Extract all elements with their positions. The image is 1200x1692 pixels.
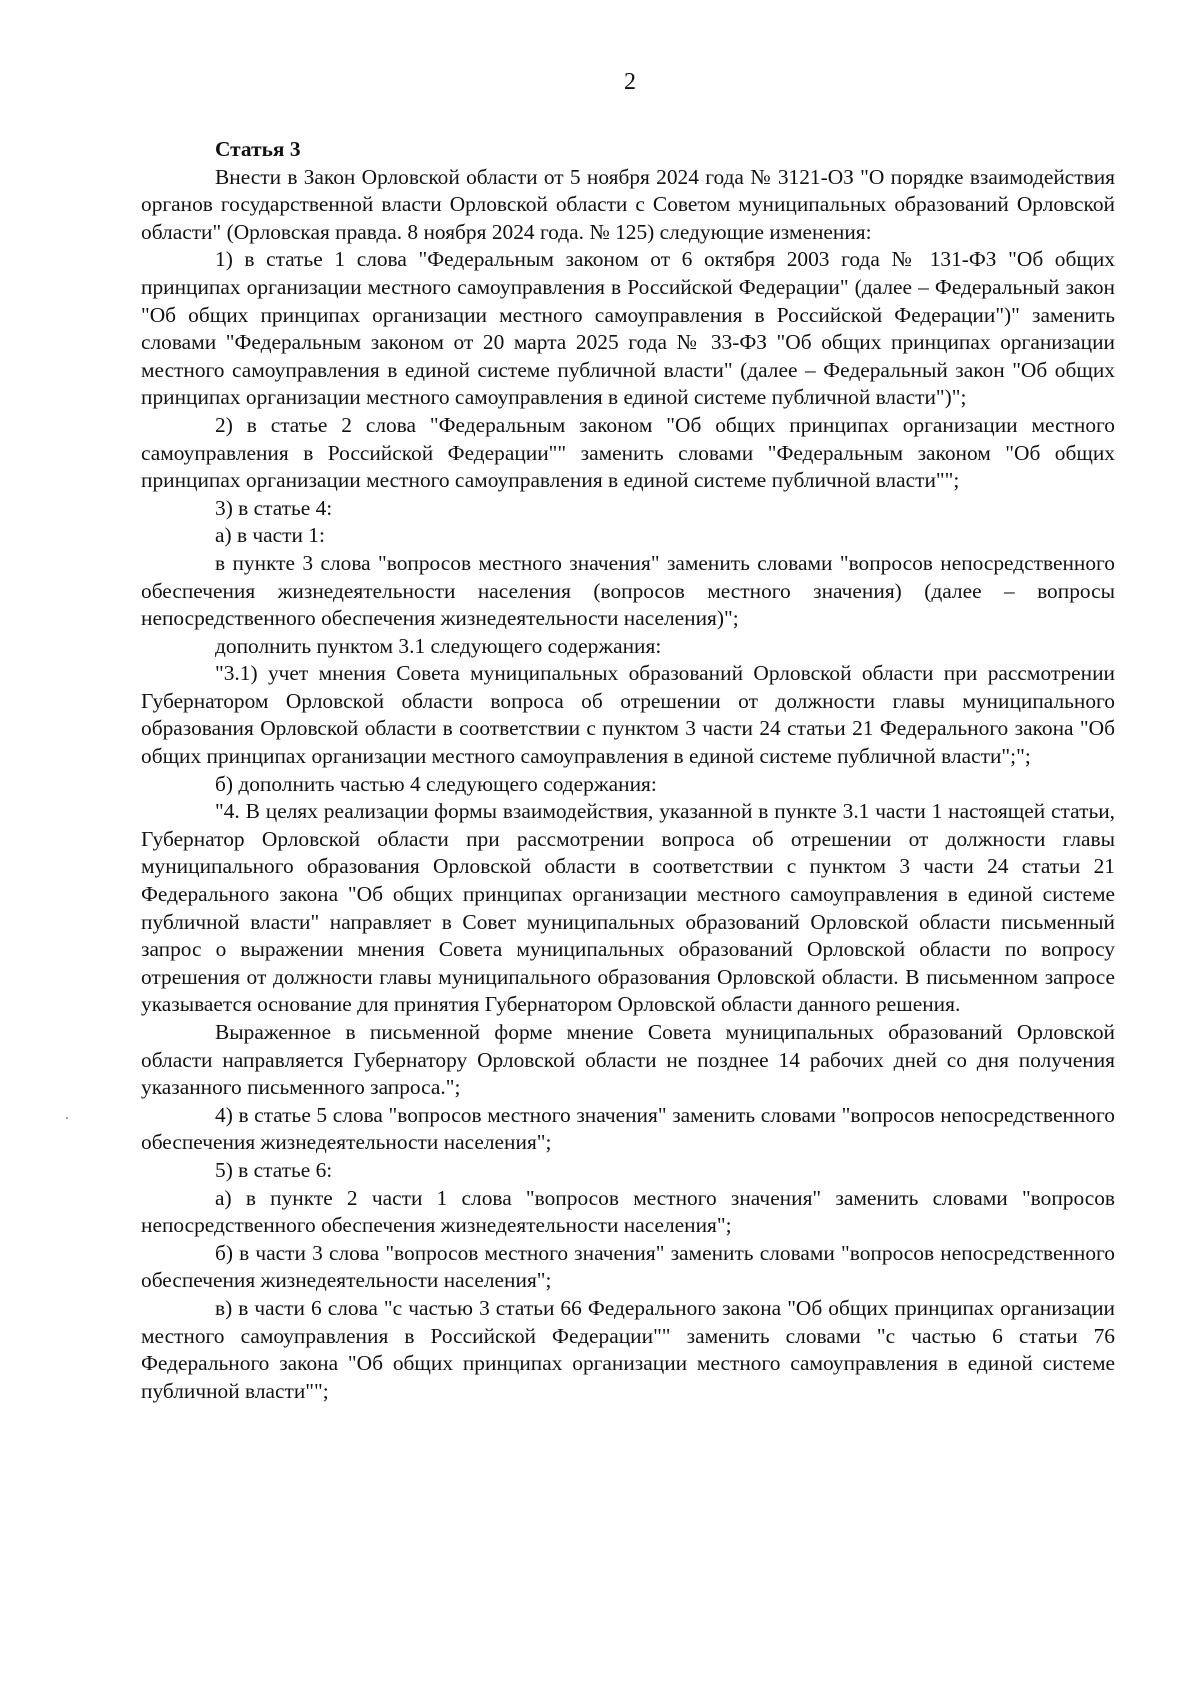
document-body [141,136,1115,1405]
paragraph-item-3b-part-4-cont: Выраженное в письменной форме мнение Совета муниципальных образований Орловской области направляется Губернатору Орловской области не позднее 14 рабочих дней со дня получения указанного письменного запроса."; [141,1020,1115,1100]
paragraph-item-3a-point-3: в пункте 3 слова "вопросов местного значения" заменить словами "вопросов непосредственного обеспечения жизнедеятельности населения (вопросов местного значения) (далее – вопросы непосредственного обеспечения жизнедеятельности населения)"; [141,550,1115,631]
paragraph-item-3a-point-3-1: "3.1) учет мнения Совета муниципальных образований Орловской области при рассмотрении Губернатором Орловской области вопроса об отрешении от должности главы муниципального образования Орловской области в соответствии с пунктом 3 части 24 статьи 21 Федерального закона "Об общих принципах организации местного самоуправления в единой системе публичной власти";"; [141,661,1115,769]
paragraph-item-3b-part-4: "4. В целях реализации формы взаимодействия, указанной в пункте 3.1 части 1 настоящей статьи, Губернатор Орловской области при рассмотрении вопроса об отрешении от должности главы муниципального образования Орловской области в соответствии с пунктом 3 части 24 статьи 21 Федерального закона "Об общих принципах организации местного самоуправления в единой системе публичной власти" направляет в Совет муниципальных образований Орловской области письменный запрос о выражении мнения Совета муниципальных образований Орловской области по вопросу отрешения от должности главы муниципального образования Орловской области. В письменном запросе указывается основание для принятия Губернатором Орловской области данного решения. [141,799,1115,1017]
paragraph-item-3a-add: дополнить пунктом 3.1 следующего содержания: [215,633,662,658]
paragraph-item-4: 4) в статье 5 слова "вопросов местного значения" заменить словами "вопросов непосредственного обеспечения жизнедеятельности населения"; [141,1102,1115,1155]
page-number: 2 [624,69,636,95]
article-heading: Статья 3 [215,137,301,161]
paragraph-item-3b: б) дополнить частью 4 следующего содержания: [215,771,657,796]
paragraph-intro: Внести в Закон Орловской области от 5 ноября 2024 года № 3121-ОЗ "О порядке взаимодействия органов государственной власти Орловской области с Советом муниципальных образований Орловской области" (Орловская правда. 8 ноября 2024 года. № 125) следующие изменения: [141,164,1115,244]
scan-artifact-dot [66,1117,68,1119]
paragraph-item-5v: в) в части 6 слова "с частью 3 статьи 66 Федерального закона "Об общих принципах организации местного самоуправления в Российской Федерации"" заменить словами "с частью 6 статьи 76 Федерального закона "Об общих принципах организации местного самоуправления в единой системе публичной власти""; [141,1295,1115,1403]
paragraph-item-5: 5) в статье 6: [215,1157,333,1182]
paragraph-item-5a: а) в пункте 2 части 1 слова "вопросов местного значения" заменить словами "вопросов непосредственного обеспечения жизнедеятельности населения"; [141,1185,1115,1238]
paragraph-item-1: 1) в статье 1 слова "Федеральным законом от 6 октября 2003 года № 131-ФЗ "Об общих принципах организации местного самоуправления в Российской Федерации" (далее – Федеральный закон "Об общих принципах организации местного самоуправления в Российской Федерации")" заменить словами "Федеральным законом от 20 марта 2025 года № 33-ФЗ "Об общих принципах организации местного самоуправления в единой системе публичной власти" (далее – Федеральный закон "Об общих принципах организации местного самоуправления в единой системе публичной власти")"; [141,247,1115,410]
paragraph-item-3a: а) в части 1: [215,523,325,548]
paragraph-item-5b: б) в части 3 слова "вопросов местного значения" заменить словами "вопросов непосредственного обеспечения жизнедеятельности населения"; [141,1240,1115,1293]
paragraph-item-3: 3) в статье 4: [215,495,333,520]
paragraph-item-2: 2) в статье 2 слова "Федеральным законом "Об общих принципах организации местного самоуправления в Российской Федерации"" заменить словами "Федеральным законом "Об общих принципах организации местного самоуправления в единой системе публичной власти""; [141,412,1115,493]
